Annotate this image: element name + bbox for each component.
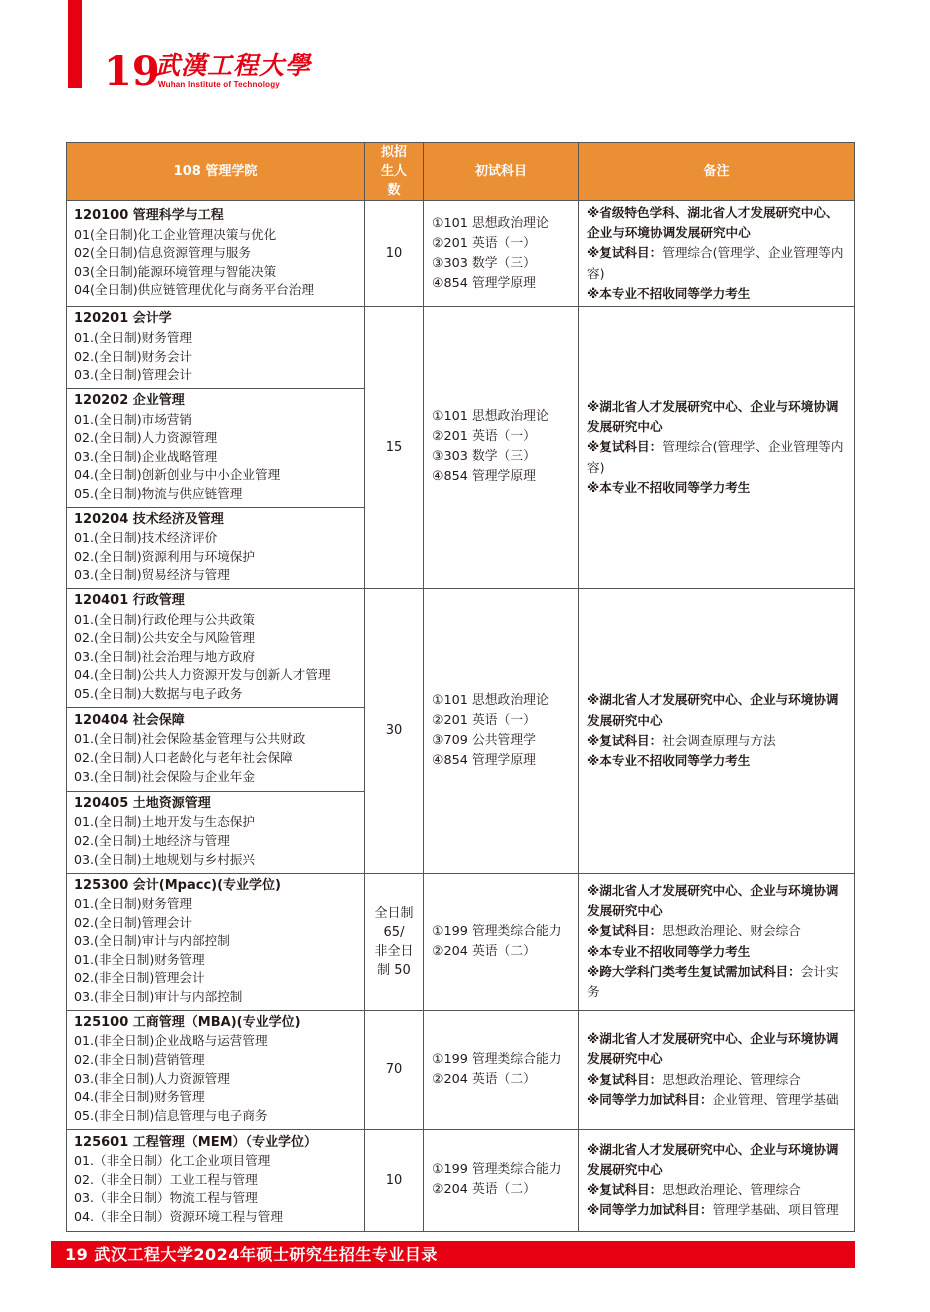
remark-line xyxy=(587,751,846,771)
program-direction: 02(全日制)信息资源管理与服务 xyxy=(74,245,251,261)
remark-line xyxy=(587,1070,846,1090)
program-title: 125601 工程管理（MEM）（专业学位） xyxy=(74,1134,318,1150)
remark-label: ※复试科目： xyxy=(587,1071,663,1087)
quota-cell xyxy=(365,588,424,873)
header-exams: 初试科目 xyxy=(424,143,579,201)
exam-subject: ④854 管理学原理 xyxy=(432,275,536,291)
program-title: 120401 行政管理 xyxy=(74,592,185,608)
remark-line xyxy=(587,921,846,941)
program-direction: 03.(全日制)审计与内部控制 xyxy=(74,933,230,949)
quota-value: 10 xyxy=(385,1172,403,1188)
program-direction: 01.(全日制)行政伦理与公共政策 xyxy=(74,611,255,627)
remark-line xyxy=(587,731,846,751)
remark-label: ※湖北省人才发展研究中心、企业与环境协调发展研究中心 xyxy=(587,882,839,919)
program-direction: 01.(全日制)社会保险基金管理与公共财政 xyxy=(74,731,306,747)
remark-line xyxy=(587,203,846,243)
table-row xyxy=(67,1129,855,1231)
program-direction: 01.(全日制)财务管理 xyxy=(74,329,193,345)
program-direction: 02.(全日制)人口老龄化与老年社会保障 xyxy=(74,750,293,766)
remarks-cell xyxy=(579,307,855,589)
program-direction: 03.(非全日制)审计与内部控制 xyxy=(74,989,243,1005)
exam-subject: ①101 思想政治理论 xyxy=(432,409,549,425)
program-title: 120202 企业管理 xyxy=(74,393,185,409)
header-page-number: 19 xyxy=(104,48,160,95)
program-cell xyxy=(67,1010,365,1129)
program-direction: 02.(全日制)财务会计 xyxy=(74,348,193,364)
remark-label: ※复试科目： xyxy=(587,245,663,261)
university-logo: 武漢工程大學 xyxy=(155,51,312,80)
remark-label: ※跨大学科门类考生复试需加试科目： xyxy=(587,963,801,979)
remark-text: 会计实务 xyxy=(587,963,839,999)
program-cell xyxy=(67,1129,365,1231)
remarks-cell xyxy=(579,1010,855,1129)
header-quota xyxy=(365,143,424,201)
program-direction: 04.(非全日制)财务管理 xyxy=(74,1089,205,1105)
exam-subject: ①199 管理类综合能力 xyxy=(432,1162,562,1178)
program-direction: 01(全日制)化工企业管理决策与优化 xyxy=(74,226,277,242)
remark-line xyxy=(587,942,846,962)
program-direction: 02.（非全日制）工业工程与管理 xyxy=(74,1171,258,1187)
remark-text: 思想政治理论、财会综合 xyxy=(662,923,801,939)
program-direction: 03.(全日制)土地规划与乡村振兴 xyxy=(74,851,255,867)
exam-subject: ③303 数学（三） xyxy=(432,255,536,271)
exam-subject: ②204 英语（二） xyxy=(432,943,536,959)
header-school: 108 管理学院 xyxy=(67,143,365,201)
remark-label: ※复试科目： xyxy=(587,732,663,748)
exam-subject: ②204 英语（二） xyxy=(432,1071,536,1087)
program-cell xyxy=(67,201,365,307)
remark-label: ※湖北省人才发展研究中心、企业与环境协调发展研究中心 xyxy=(587,1031,839,1067)
program-direction: 03(全日制)能源环境管理与智能决策 xyxy=(74,263,277,279)
remark-label: ※复试科目： xyxy=(587,923,663,939)
remark-text: 社会调查原理与方法 xyxy=(662,732,776,748)
program-direction: 02.(非全日制)营销管理 xyxy=(74,1052,205,1068)
quota-value: 65/ xyxy=(383,924,405,940)
program-direction: 01.(非全日制)企业战略与运营管理 xyxy=(74,1033,268,1049)
exam-subjects-cell xyxy=(424,1010,579,1129)
remark-line xyxy=(587,437,846,477)
quota-value: 30 xyxy=(385,723,403,739)
exam-subject: ①199 管理类综合能力 xyxy=(432,923,562,939)
exam-subject: ①101 思想政治理论 xyxy=(432,692,549,708)
program-direction: 04.(全日制)创新创业与中小企业管理 xyxy=(74,467,281,483)
remarks-cell xyxy=(579,1129,855,1231)
program-cell xyxy=(67,389,365,508)
program-direction: 02.(全日制)土地经济与管理 xyxy=(74,833,230,849)
program-title: 120201 会计学 xyxy=(74,311,172,327)
exam-subjects-cell xyxy=(424,873,579,1010)
remark-label: ※本专业不招收同等学力考生 xyxy=(587,752,751,768)
remarks-cell xyxy=(579,588,855,873)
footer-title: 19 武汉工程大学2024年硕士研究生招生专业目录 xyxy=(65,1245,438,1264)
remark-label: ※本专业不招收同等学力考生 xyxy=(587,479,751,495)
program-direction: 01.(全日制)财务管理 xyxy=(74,896,193,912)
program-direction: 03.（非全日制）物流工程与管理 xyxy=(74,1190,258,1206)
program-title: 120100 管理科学与工程 xyxy=(74,208,224,224)
remark-label: ※同等学力加试科目： xyxy=(587,1202,713,1218)
table-row xyxy=(67,873,855,1010)
remark-label: ※复试科目： xyxy=(587,1182,663,1198)
remark-line xyxy=(587,1180,846,1200)
program-direction: 01.(全日制)技术经济评价 xyxy=(74,530,218,546)
quota-value: 10 xyxy=(385,246,403,261)
remark-label: ※本专业不招收同等学力考生 xyxy=(587,285,751,301)
remark-label: ※湖北省人才发展研究中心、企业与环境协调发展研究中心 xyxy=(587,398,839,435)
program-direction: 02.(全日制)人力资源管理 xyxy=(74,430,218,446)
remark-text: 管理学基础、项目管理 xyxy=(712,1202,839,1218)
quota-cell xyxy=(365,873,424,1010)
program-direction: 01.（非全日制）化工企业项目管理 xyxy=(74,1153,271,1169)
program-direction: 02.(全日制)资源利用与环境保护 xyxy=(74,548,255,564)
footer-bar xyxy=(51,1241,855,1268)
remark-line xyxy=(587,243,846,283)
program-title: 120405 土地资源管理 xyxy=(74,795,211,811)
program-cell xyxy=(67,707,365,791)
exam-subject: ②204 英语（二） xyxy=(432,1182,536,1198)
program-direction: 04(全日制)供应链管理优化与商务平台治理 xyxy=(74,282,314,298)
exam-subjects-cell xyxy=(424,1129,579,1231)
quota-value: 15 xyxy=(385,439,403,455)
remark-label: ※湖北省人才发展研究中心、企业与环境协调发展研究中心 xyxy=(587,1141,839,1177)
program-direction: 03.(全日制)社会治理与地方政府 xyxy=(74,648,255,664)
remark-line xyxy=(587,881,846,921)
exam-subject: ④854 管理学原理 xyxy=(432,752,536,768)
remarks-cell xyxy=(579,201,855,307)
remark-line xyxy=(587,284,846,304)
remark-label: ※省级特色学科、湖北省人才发展研究中心、企业与环境协调发展研究中心 xyxy=(587,205,839,241)
remark-text: 管理综合(管理学、企业管理等内容) xyxy=(587,439,844,475)
quota-cell xyxy=(365,307,424,589)
quota-value: 全日制 xyxy=(374,905,414,921)
exam-subject: ③709 公共管理学 xyxy=(432,732,536,748)
remark-text: 管理综合(管理学、企业管理等内容) xyxy=(587,245,844,281)
header-notes: 备注 xyxy=(579,143,855,201)
program-direction: 03.(全日制)企业战略管理 xyxy=(74,448,218,464)
remark-line xyxy=(587,1200,846,1220)
remark-line xyxy=(587,962,846,1002)
remark-line xyxy=(587,1140,846,1180)
exam-subject: ②201 英语（一） xyxy=(432,429,536,445)
program-direction: 01.(非全日制)财务管理 xyxy=(74,951,205,967)
quota-cell xyxy=(365,1129,424,1231)
program-direction: 05.(非全日制)信息管理与电子商务 xyxy=(74,1107,268,1123)
exam-subject: ③303 数学（三） xyxy=(432,449,536,465)
exam-subjects-cell xyxy=(424,307,579,589)
exam-subject: ②201 英语（一） xyxy=(432,712,536,728)
program-cell xyxy=(67,791,365,873)
program-direction: 03.(全日制)贸易经济与管理 xyxy=(74,567,230,583)
remark-label: ※湖北省人才发展研究中心、企业与环境协调发展研究中心 xyxy=(587,692,839,728)
table-row xyxy=(67,588,855,707)
exam-subject: ①101 思想政治理论 xyxy=(432,215,549,231)
remarks-cell xyxy=(579,873,855,1010)
program-title: 120404 社会保障 xyxy=(74,712,185,728)
program-direction: 03.(全日制)社会保险与企业年金 xyxy=(74,768,255,784)
program-cell xyxy=(67,873,365,1010)
remark-line xyxy=(587,478,846,498)
university-logo-english: Wuhan Institute of Technology xyxy=(158,80,280,89)
remark-line xyxy=(587,1090,846,1110)
quota-value: 制 50 xyxy=(377,962,411,978)
program-title: 125300 会计(Mpacc)(专业学位) xyxy=(74,877,281,893)
program-direction: 04.（非全日制）资源环境工程与管理 xyxy=(74,1209,283,1225)
quota-value: 70 xyxy=(385,1062,403,1078)
program-catalog-table xyxy=(66,142,855,1232)
program-cell xyxy=(67,507,365,588)
remark-line xyxy=(587,1029,846,1069)
program-direction: 02.(全日制)管理会计 xyxy=(74,914,193,930)
remark-line xyxy=(587,690,846,730)
remark-label: ※复试科目： xyxy=(587,439,663,455)
program-direction: 01.(全日制)市场营销 xyxy=(74,411,193,427)
program-direction: 03.(全日制)管理会计 xyxy=(74,367,193,383)
table-row xyxy=(67,1010,855,1129)
program-direction: 04.(全日制)公共人力资源开发与创新人才管理 xyxy=(74,667,331,683)
remark-label: ※本专业不招收同等学力考生 xyxy=(587,943,751,959)
quota-cell xyxy=(365,1010,424,1129)
remark-line xyxy=(587,397,846,437)
remark-text: 企业管理、管理学基础 xyxy=(712,1091,839,1107)
remark-text: 思想政治理论、管理综合 xyxy=(662,1182,801,1198)
program-title: 125100 工商管理（MBA)(专业学位) xyxy=(74,1014,301,1030)
program-title: 120204 技术经济及管理 xyxy=(74,511,224,527)
program-direction: 01.(全日制)土地开发与生态保护 xyxy=(74,814,255,830)
program-direction: 05.(全日制)大数据与电子政务 xyxy=(74,685,243,701)
exam-subjects-cell xyxy=(424,588,579,873)
program-direction: 02.(非全日制)管理会计 xyxy=(74,970,205,986)
exam-subjects-cell xyxy=(424,201,579,307)
exam-subject: ④854 管理学原理 xyxy=(432,469,536,485)
remark-text: 思想政治理论、管理综合 xyxy=(662,1071,801,1087)
header-quota-label: 拟招生人数 xyxy=(380,145,407,198)
table-row xyxy=(67,307,855,389)
quota-value: 非全日 xyxy=(374,943,414,959)
program-cell xyxy=(67,588,365,707)
quota-cell xyxy=(365,201,424,307)
exam-subject: ②201 英语（一） xyxy=(432,235,536,251)
program-cell xyxy=(67,307,365,389)
program-direction: 03.(非全日制)人力资源管理 xyxy=(74,1070,230,1086)
table-header-row xyxy=(67,143,855,201)
program-direction: 02.(全日制)公共安全与风险管理 xyxy=(74,630,255,646)
exam-subject: ①199 管理类综合能力 xyxy=(432,1051,562,1067)
remark-label: ※同等学力加试科目： xyxy=(587,1091,713,1107)
program-direction: 05.(全日制)物流与供应链管理 xyxy=(74,485,243,501)
header-accent-bar xyxy=(68,0,82,88)
table-row xyxy=(67,201,855,307)
